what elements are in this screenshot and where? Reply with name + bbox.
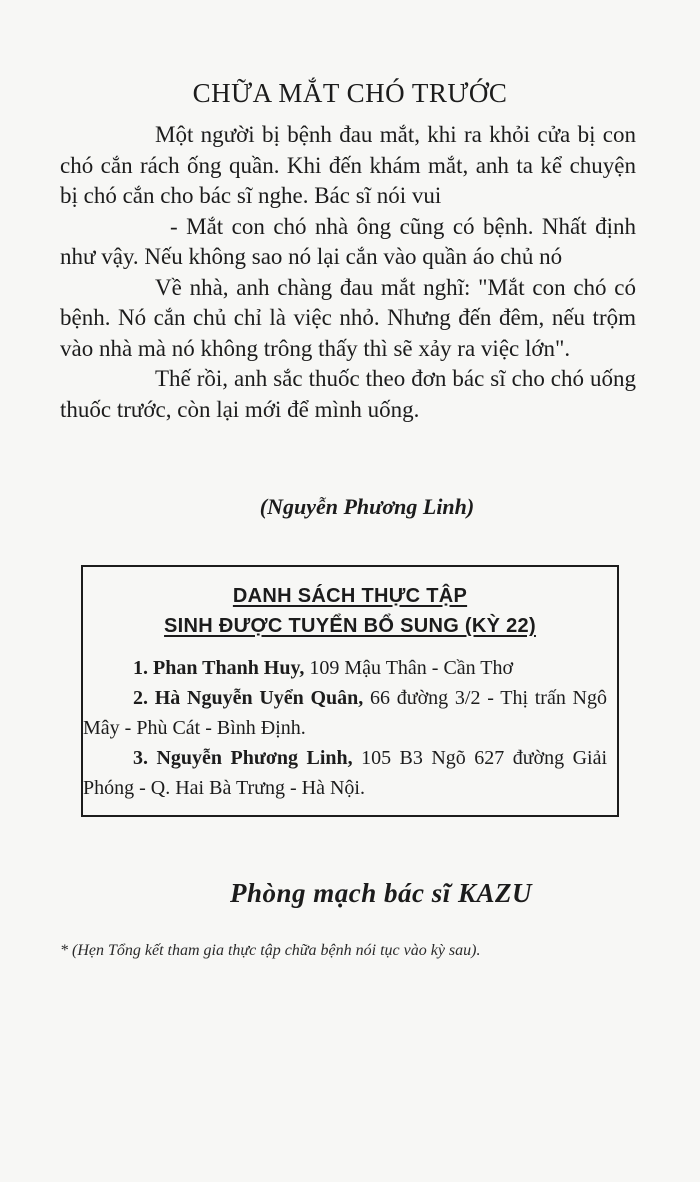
intern-name: 1. Phan Thanh Huy, bbox=[133, 657, 305, 679]
story-paragraph: - Mắt con chó nhà ông cũng có bệnh. Nhất định như vậy. Nếu không sao nó lại cắn vào quần áo chủ nó bbox=[60, 213, 636, 269]
story-paragraph: Thế rồi, anh sắc thuốc theo đơn bác sĩ cho chó uống thuốc trước, còn lại mới để mình uống. bbox=[60, 366, 636, 422]
intern-list bbox=[83, 653, 617, 803]
intern-name: 3. Nguyễn Phương Linh, bbox=[133, 747, 353, 769]
box-title-line-1: DANH SÁCH THỰC TẬP bbox=[232, 585, 468, 607]
story-body bbox=[60, 120, 636, 425]
intern-address: 66 đường 3/2 - Thị trấn Ngô Mây - Phù Cát - Bình Định. bbox=[83, 687, 607, 739]
intern-list-box bbox=[81, 565, 619, 817]
intern-entry bbox=[83, 653, 607, 683]
story-title: CHỮA MẮT CHÓ TRƯỚC bbox=[192, 78, 508, 108]
intern-name: 2. Hà Nguyễn Uyển Quân, bbox=[133, 687, 364, 709]
footnote: * (Hẹn Tổng kết tham gia thực tập chữa bệnh nói tục vào kỳ sau). bbox=[60, 942, 481, 959]
intern-entry bbox=[83, 743, 607, 803]
clinic-signature: Phòng mạch bác sĩ KAZU bbox=[230, 878, 533, 908]
story-author: (Nguyễn Phương Linh) bbox=[259, 494, 475, 519]
story-paragraph: Một người bị bệnh đau mắt, khi ra khỏi cửa bị con chó cắn rách ống quần. Khi đến khám mắt, anh ta kể chuyện bị chó cắn cho bác sĩ nghe. Bác sĩ nói vui bbox=[60, 122, 636, 208]
intern-address: 105 B3 Ngõ 627 đường Giải Phóng - Q. Hai Bà Trưng - Hà Nội. bbox=[83, 747, 608, 799]
box-title-line-2: SINH ĐƯỢC TUYỂN BỔ SUNG (KỲ 22) bbox=[164, 615, 536, 637]
intern-address: 109 Mậu Thân - Cần Thơ bbox=[309, 657, 514, 679]
intern-entry bbox=[83, 683, 607, 743]
story-paragraph: Về nhà, anh chàng đau mắt nghĩ: "Mắt con chó có bệnh. Nó cắn chủ chỉ là việc nhỏ. Nhưng đến đêm, nếu trộm vào nhà mà nó không trông thấy thì sẽ xảy ra việc lớn". bbox=[60, 274, 636, 361]
